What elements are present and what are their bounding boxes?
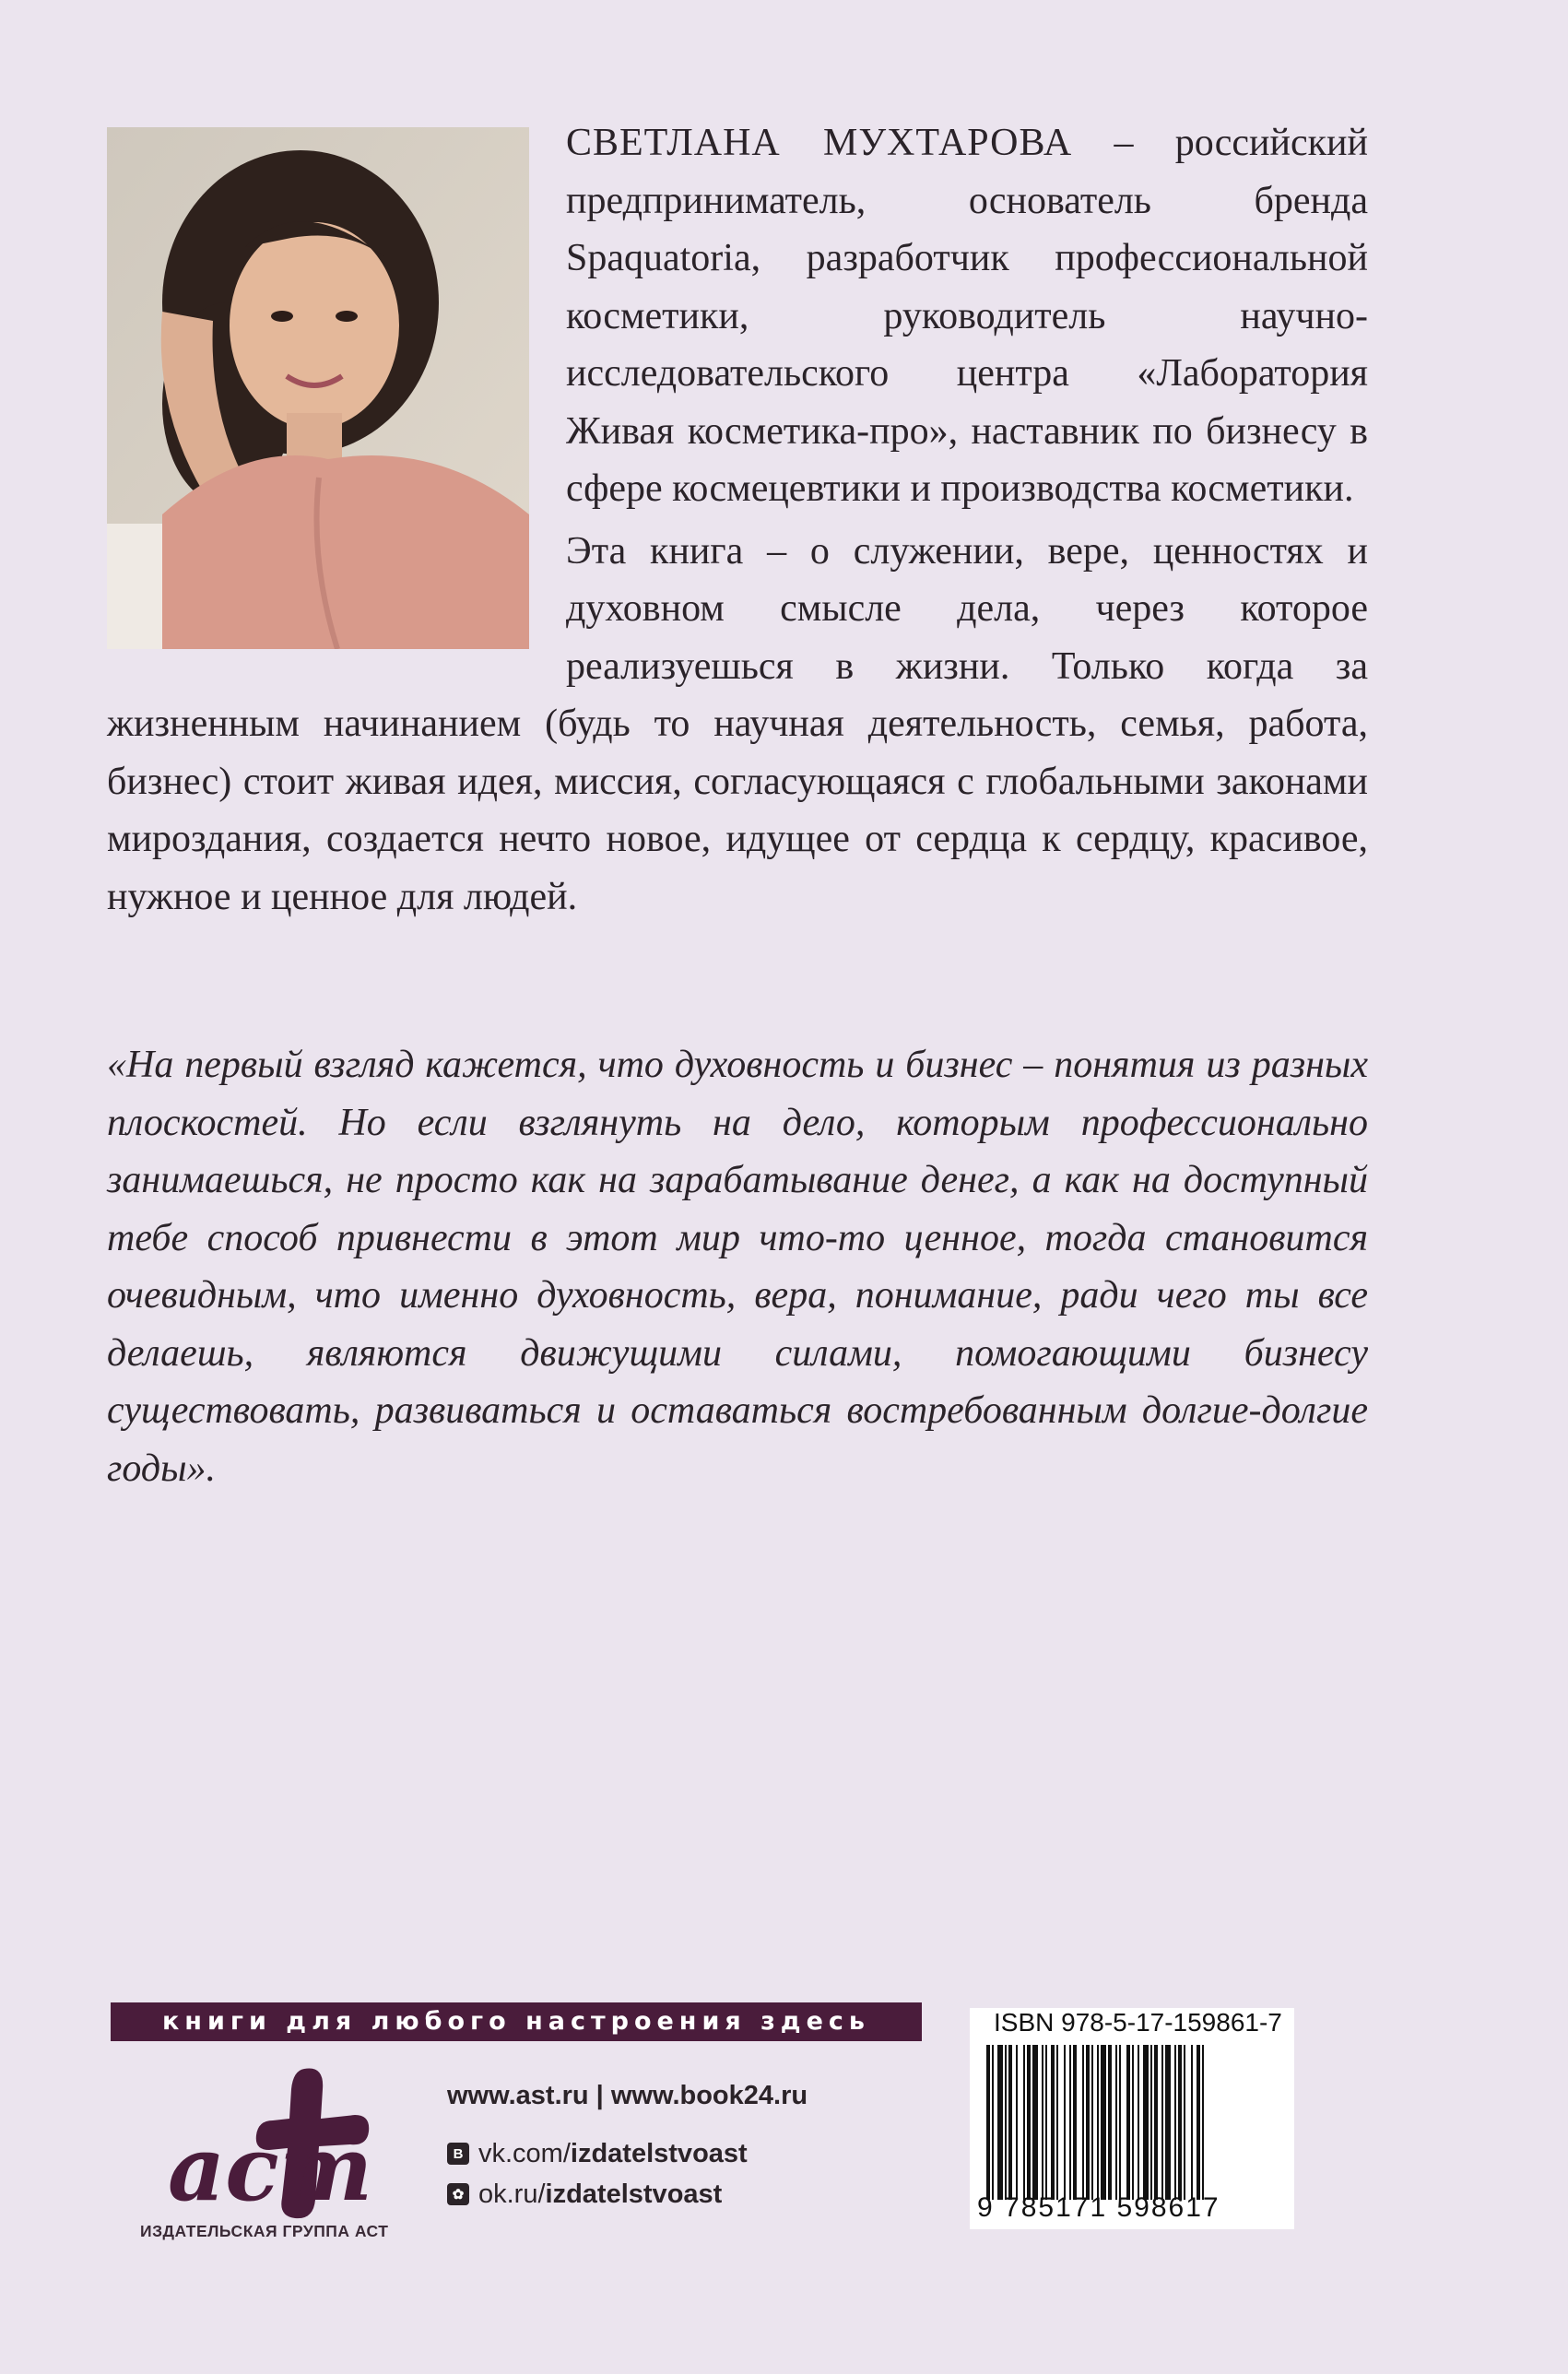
ok-handle: izdatelstvoast bbox=[545, 2179, 723, 2209]
vk-icon: В bbox=[447, 2143, 469, 2165]
odnoklassniki-icon: ✿ bbox=[447, 2183, 469, 2205]
isbn-digits: 9 785171 598617 bbox=[977, 2192, 1220, 2223]
isbn-label: ISBN 978-5-17-159861-7 bbox=[994, 2008, 1282, 2037]
bio-paragraph-1-text: – российский предприниматель, основатель бренда Spaquatoria, разработчик профессиональной косметики, руководитель научно-исследовательского центра «Лаборатория Живая косметика-про», наставник по бизнесу в сфере космецевтики и производства косметики. bbox=[566, 122, 1368, 510]
slogan-banner: книги для любого настроения здесь bbox=[111, 2002, 922, 2041]
ok-link[interactable] bbox=[447, 2174, 808, 2215]
vk-handle: izdatelstvoast bbox=[570, 2138, 748, 2168]
barcode bbox=[979, 2045, 1283, 2200]
book-quote: «На первый взгляд кажется, что духовность и бизнес – понятия из разных плоскостей. Но если взглянуть на дело, которым профессионально занимаешься, не просто как на зарабатывание денег, а как на доступный тебе способ привнести в этот мир что-то ценное, тогда становится очевидным, что именно духовность, вера, понимание, ради чего ты все делаешь, являются движущими силами, помогающими бизнесу существовать, развиваться и оставаться востребованным долгие-долгие годы». bbox=[107, 1044, 1368, 1490]
bio-paragraph-2: Эта книга – о служении, вере, ценностях и духовном смысле дела, через которое реализуешься в жизни. Только когда за жизненным начинанием (будь то научная деятельность, семья, работа, бизнес) стоит живая идея, миссия, согласующаяся с глобальными законами мироздания, создается нечто новое, идущее от сердца к сердцу, красивое, нужное и ценное для людей. bbox=[107, 529, 1368, 918]
ok-prefix: ok.ru/ bbox=[478, 2179, 546, 2209]
vk-prefix: vk.com/ bbox=[478, 2138, 571, 2168]
logo-text: аст bbox=[168, 2117, 373, 2221]
publisher-links bbox=[447, 2081, 808, 2215]
author-bio bbox=[107, 114, 1368, 926]
publisher-name: ИЗДАТЕЛЬСКАЯ ГРУППА АСТ bbox=[140, 2222, 389, 2240]
ast-logo bbox=[166, 2061, 378, 2227]
vk-link[interactable] bbox=[447, 2133, 808, 2174]
author-name: СВЕТЛАНА МУХТАРОВА bbox=[566, 122, 1073, 164]
website-links[interactable]: www.ast.ru | www.book24.ru bbox=[447, 2081, 808, 2110]
isbn-barcode-block bbox=[970, 2008, 1294, 2229]
